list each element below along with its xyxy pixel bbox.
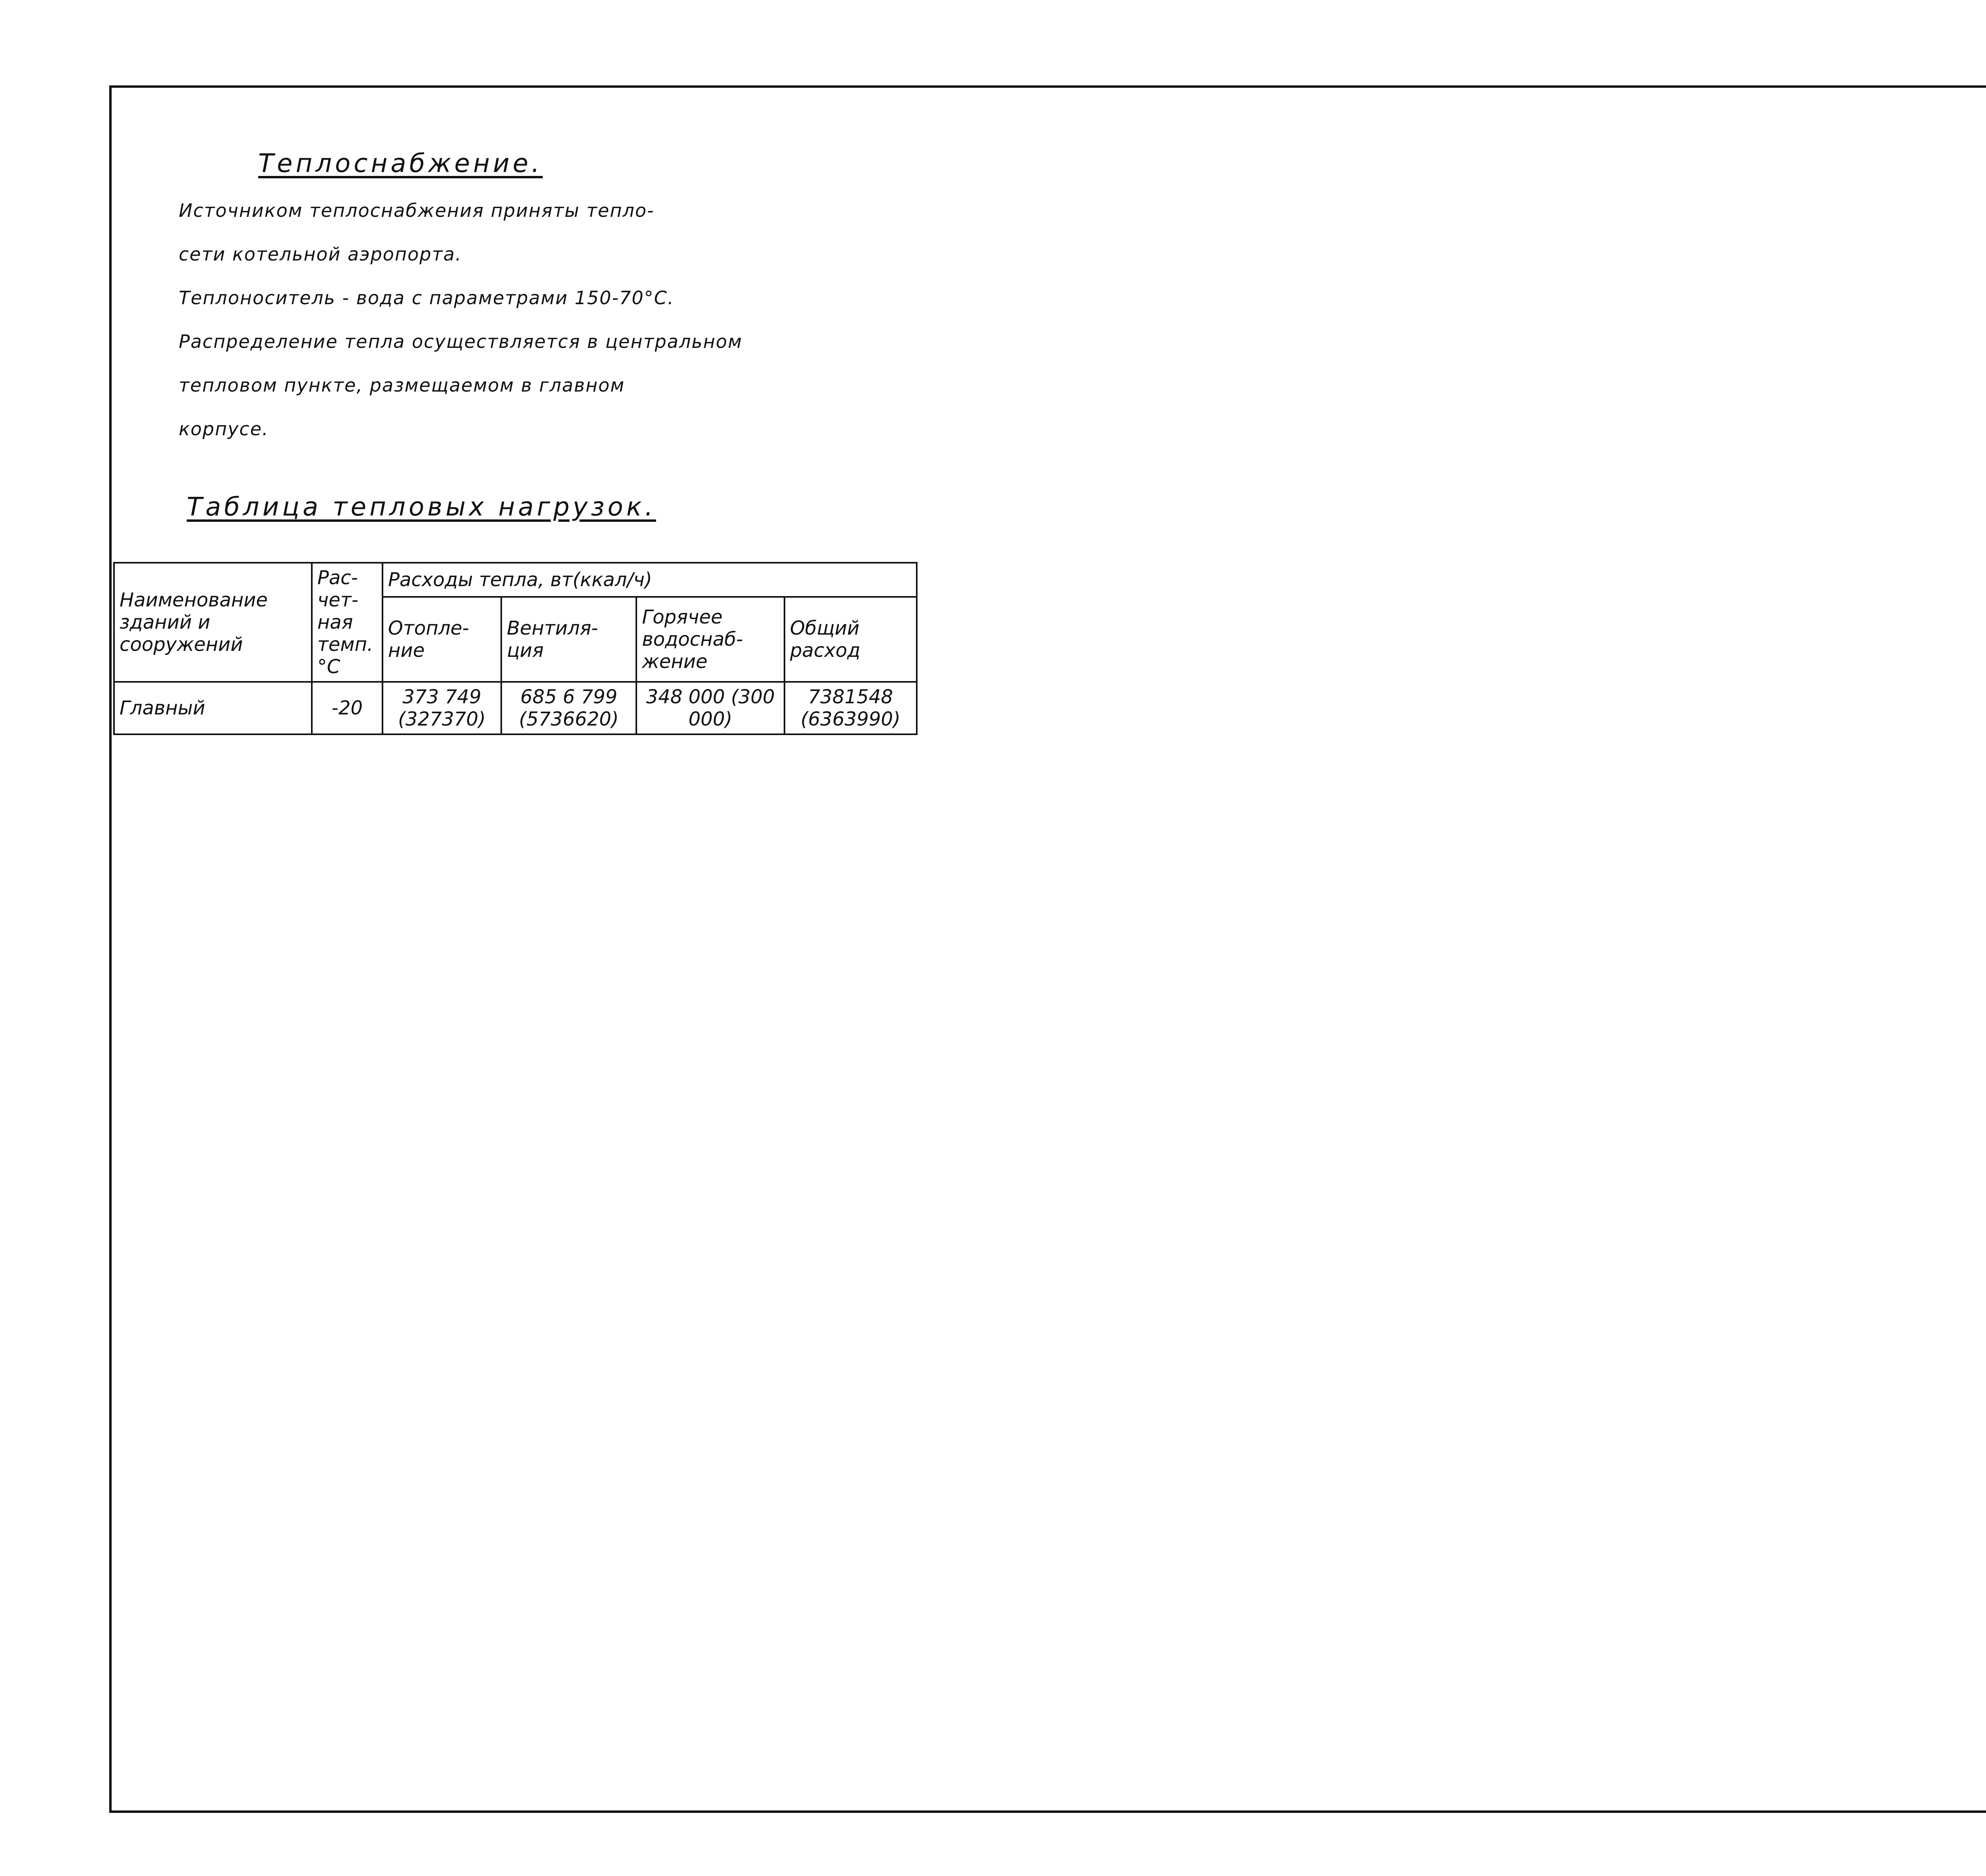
row-ventilation: 685 6 799 (5736620) [501, 682, 636, 734]
header-hot-water: Горячее водоснаб-жение [636, 597, 784, 682]
header-ventilation: Вентиля-ция [501, 597, 636, 682]
text-line: тепловом пункте, размещаемом в главном [179, 374, 625, 396]
text-line: Теплоноситель - вода с параметрами 150-70°С. [179, 287, 674, 309]
row-temp: -20 [312, 682, 383, 734]
text-line: корпусе. [179, 418, 269, 440]
text-line: Источником теплоснабжения приняты тепло- [179, 200, 655, 221]
row-hot-water: 348 000 (300 000) [636, 682, 784, 734]
row-total: 7381548 (6363990) [784, 682, 917, 734]
row-heating: 373 749 (327370) [383, 682, 501, 734]
header-heat-consumption: Расходы тепла, вт(ккал/ч) [383, 563, 917, 597]
heat-loads-table [113, 562, 918, 735]
text-line: сети котельной аэропорта. [179, 243, 462, 265]
heat-loads-table-heading: Таблица тепловых нагрузок. [187, 492, 656, 522]
header-heating: Отопле-ние [383, 597, 501, 682]
row-name: Главный [114, 682, 312, 734]
header-name: Наименование зданий и сооружений [114, 563, 312, 682]
heat-supply-heading: Теплоснабжение. [258, 149, 543, 178]
text-line: Распределение тепла осуществляется в центральном [179, 331, 743, 352]
table-row [114, 682, 917, 734]
heat-supply-text [179, 189, 742, 451]
header-temp: Рас-чет-ная темп. °С [312, 563, 383, 682]
header-total: Общий расход [784, 597, 917, 682]
